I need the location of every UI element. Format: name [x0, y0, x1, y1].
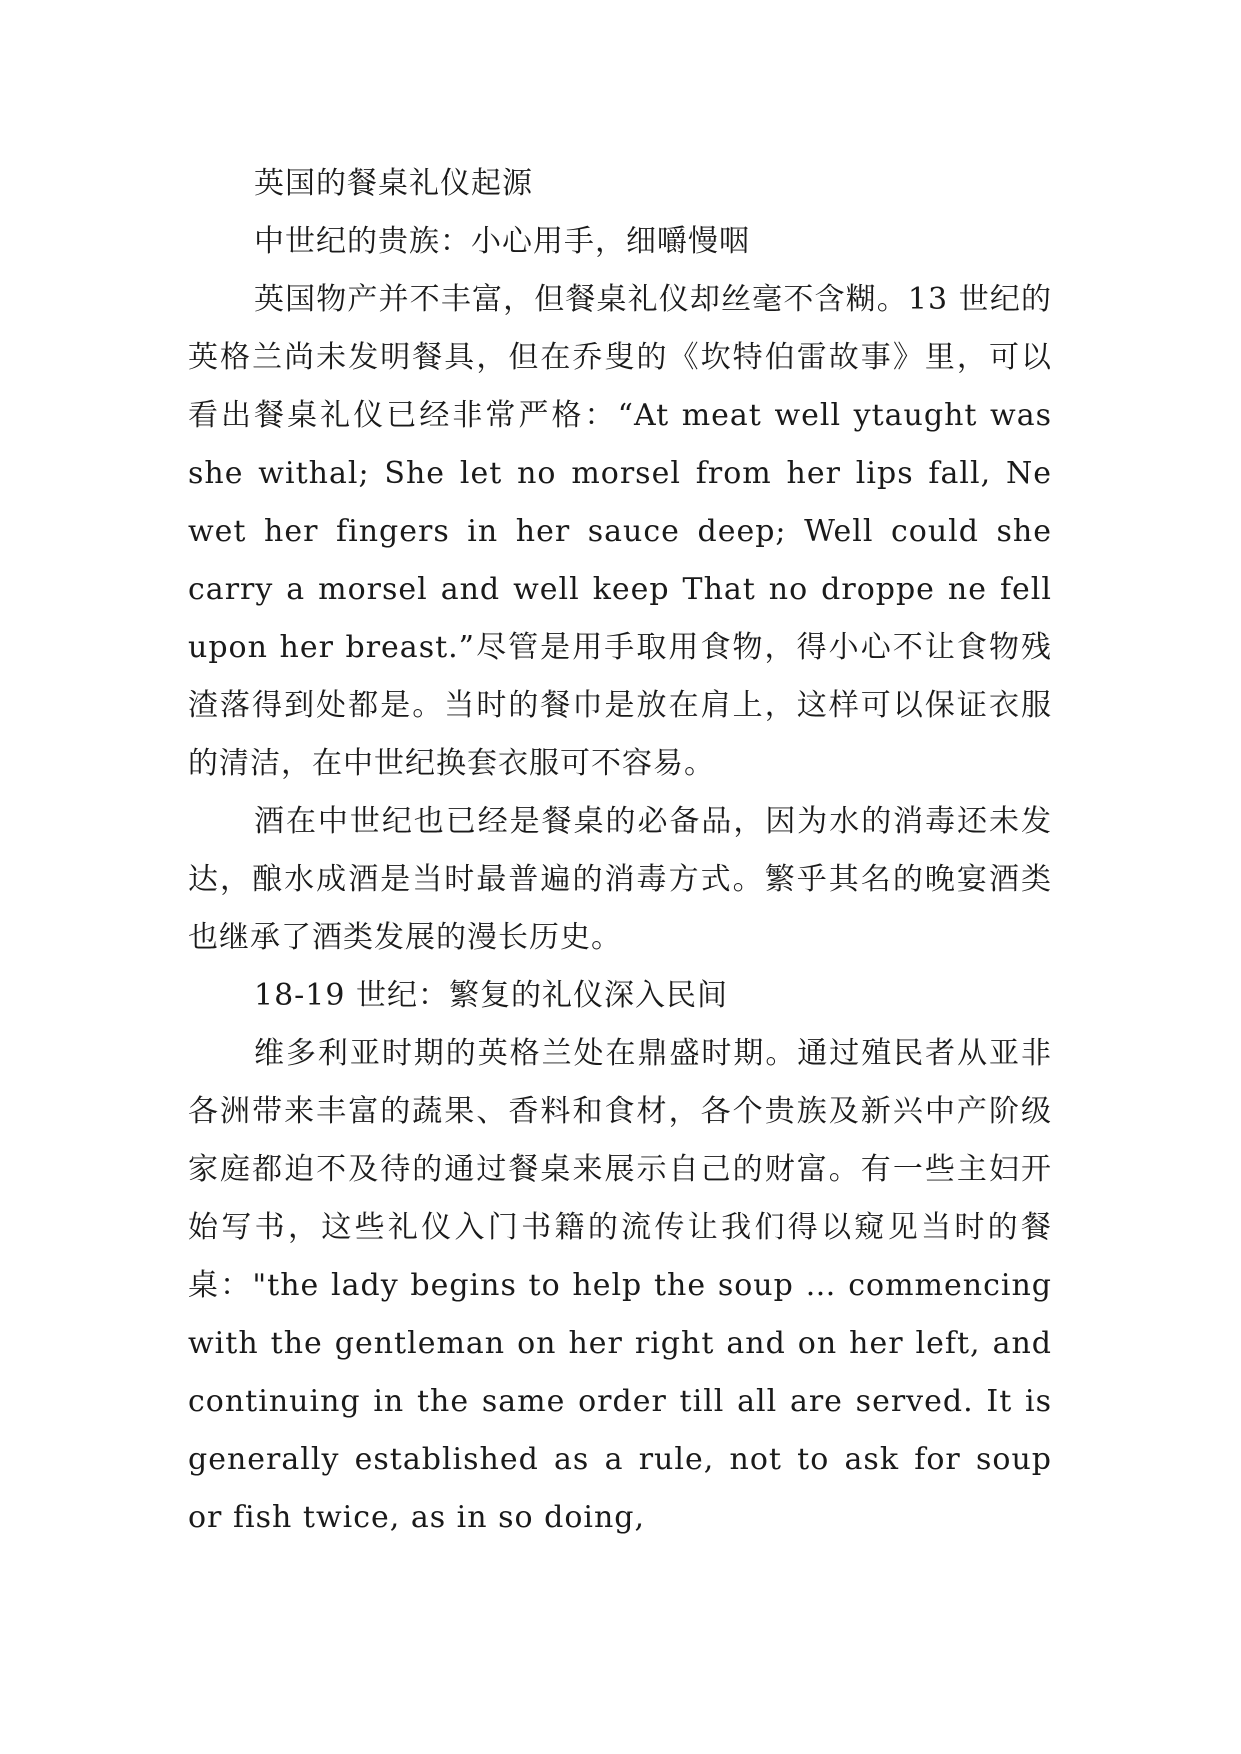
section-title: 英国的餐桌礼仪起源 [254, 166, 533, 201]
body-paragraph: 维多利亚时期的英格兰处在鼎盛时期。通过殖民者从亚非各洲带来丰富的蔬果、香料和食材，各个贵族及新兴中产阶级家庭都迫不及待的通过餐桌来展示自己的财富。有一些主妇开始写书，这些礼仪入门书籍的流传让我们得以窥见当时的餐桌："the lady begins to help the soup … commencing with the gentleman on her right and on her left, and continuing in the same order till all are served. It is generally established as a rule, not to ask for soup or fish twice, as in so doing, [188, 1036, 1052, 1535]
document-body [188, 155, 1052, 1547]
subsection-heading: 18-19 世纪：繁复的礼仪深入民间 [254, 978, 729, 1013]
subsection-heading: 中世纪的贵族：小心用手，细嚼慢咽 [254, 224, 750, 259]
body-paragraph: 酒在中世纪也已经是餐桌的必备品，因为水的消毒还未发达，酿水成酒是当时最普遍的消毒方式。繁乎其名的晚宴酒类也继承了酒类发展的漫长历史。 [188, 804, 1052, 955]
body-paragraph: 英国物产并不丰富，但餐桌礼仪却丝毫不含糊。13 世纪的英格兰尚未发明餐具，但在乔叟的《坎特伯雷故事》里，可以看出餐桌礼仪已经非常严格：“At meat well ytaught was she withal; She let no morsel from her lips fall, Ne wet her fingers in her sauce deep; Well could she carry a morsel and well keep That no droppe ne fell upon her breast.”尽管是用手取用食物，得小心不让食物残渣落得到处都是。当时的餐巾是放在肩上，这样可以保证衣服的清洁，在中世纪换套衣服可不容易。 [188, 282, 1052, 781]
